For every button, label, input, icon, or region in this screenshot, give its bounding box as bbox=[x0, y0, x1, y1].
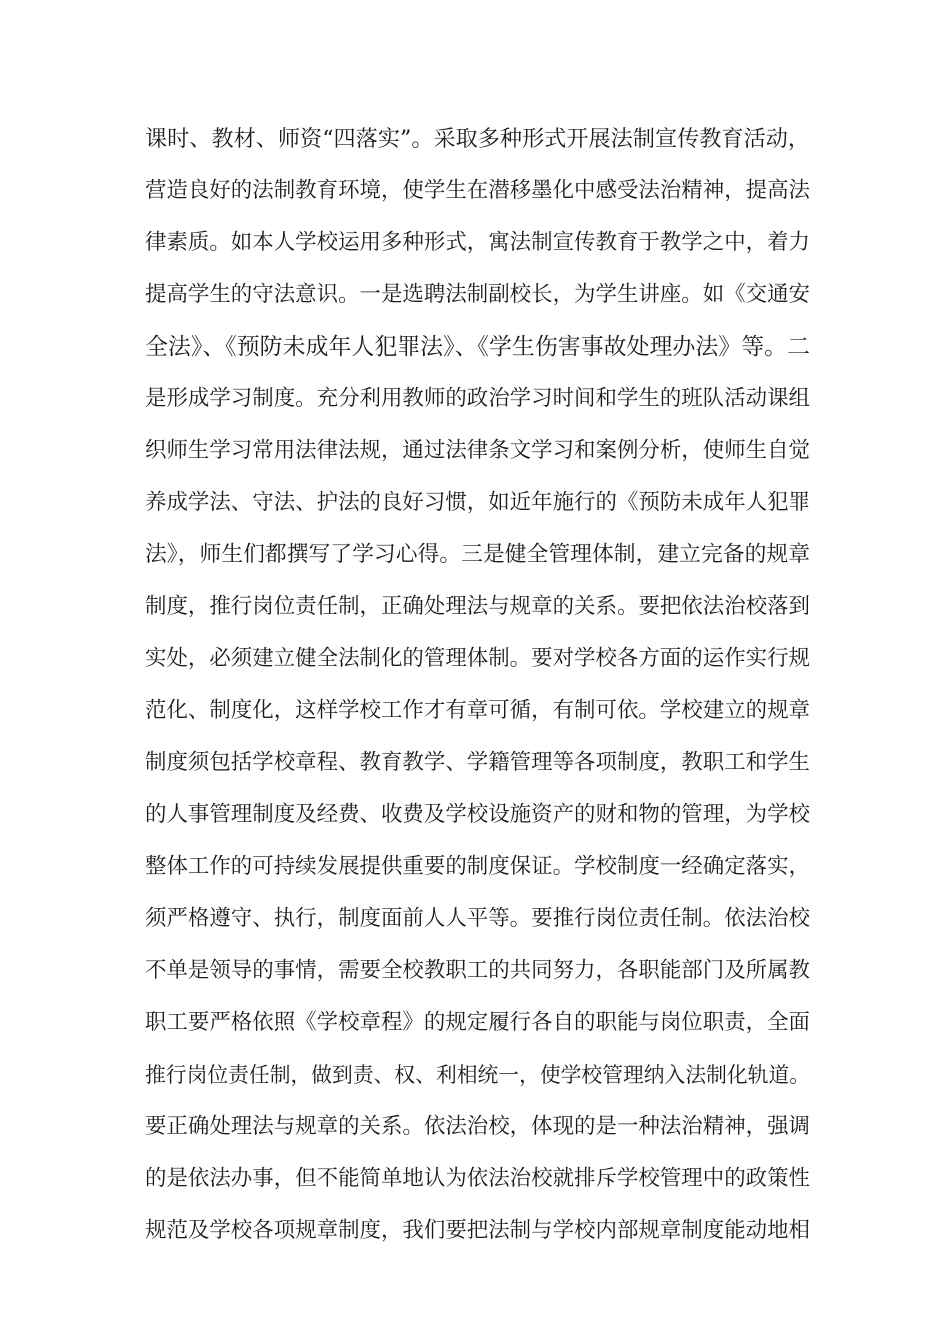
text-line: 规范及学校各项规章制度，我们要把法制与学校内部规章制度能动地相 bbox=[145, 1218, 810, 1243]
text-line: 须严格遵守、执行，制度面前人人平等。要推行岗位责任制。依法治校 bbox=[145, 906, 810, 931]
text-line: 实处，必须建立健全法制化的管理体制。要对学校各方面的运作实行规 bbox=[145, 646, 810, 671]
text-line: 营造良好的法制教育环境，使学生在潜移墨化中感受法治精神，提高法 bbox=[145, 178, 810, 203]
text-line: 是形成学习制度。充分利用教师的政治学习时间和学生的班队活动课组 bbox=[145, 386, 810, 411]
body-paragraph bbox=[145, 113, 810, 1257]
text-line: 的人事管理制度及经费、收费及学校设施资产的财和物的管理，为学校 bbox=[145, 802, 810, 827]
text-line: 推行岗位责任制，做到责、权、利相统一，使学校管理纳入法制化轨道。 bbox=[145, 1063, 810, 1087]
text-line: 范化、制度化，这样学校工作才有章可循，有制可依。学校建立的规章 bbox=[145, 698, 810, 723]
text-line: 律素质。如本人学校运用多种形式，寓法制宣传教育于教学之中，着力 bbox=[145, 230, 810, 255]
text-line: 整体工作的可持续发展提供重要的制度保证。学校制度一经确定落实， bbox=[145, 854, 810, 879]
text-line: 提高学生的守法意识。一是选聘法制副校长，为学生讲座。如《交通安 bbox=[145, 282, 810, 307]
text-line: 职工要严格依照《学校章程》的规定履行各自的职能与岗位职责，全面 bbox=[145, 1010, 810, 1035]
text-line: 要正确处理法与规章的关系。依法治校，体现的是一种法治精神，强调 bbox=[145, 1114, 810, 1139]
text-line: 全法》、《预防未成年人犯罪法》、《学生伤害事故处理办法》等。二 bbox=[145, 334, 810, 360]
text-line: 的是依法办事，但不能简单地认为依法治校就排斥学校管理中的政策性 bbox=[145, 1166, 810, 1191]
text-line: 养成学法、守法、护法的良好习惯，如近年施行的《预防未成年人犯罪 bbox=[145, 490, 810, 515]
text-line: 课时、教材、师资“四落实”。采取多种形式开展法制宣传教育活动， bbox=[145, 126, 810, 152]
text-line: 不单是领导的事情，需要全校教职工的共同努力，各职能部门及所属教 bbox=[145, 958, 810, 983]
text-line: 法》，师生们都撰写了学习心得。三是健全管理体制，建立完备的规章 bbox=[145, 542, 810, 567]
text-line: 制度须包括学校章程、教育教学、学籍管理等各项制度，教职工和学生 bbox=[145, 750, 810, 775]
text-line: 制度，推行岗位责任制，正确处理法与规章的关系。要把依法治校落到 bbox=[145, 594, 810, 619]
text-line: 织师生学习常用法律法规，通过法律条文学习和案例分析，使师生自觉 bbox=[145, 438, 810, 463]
